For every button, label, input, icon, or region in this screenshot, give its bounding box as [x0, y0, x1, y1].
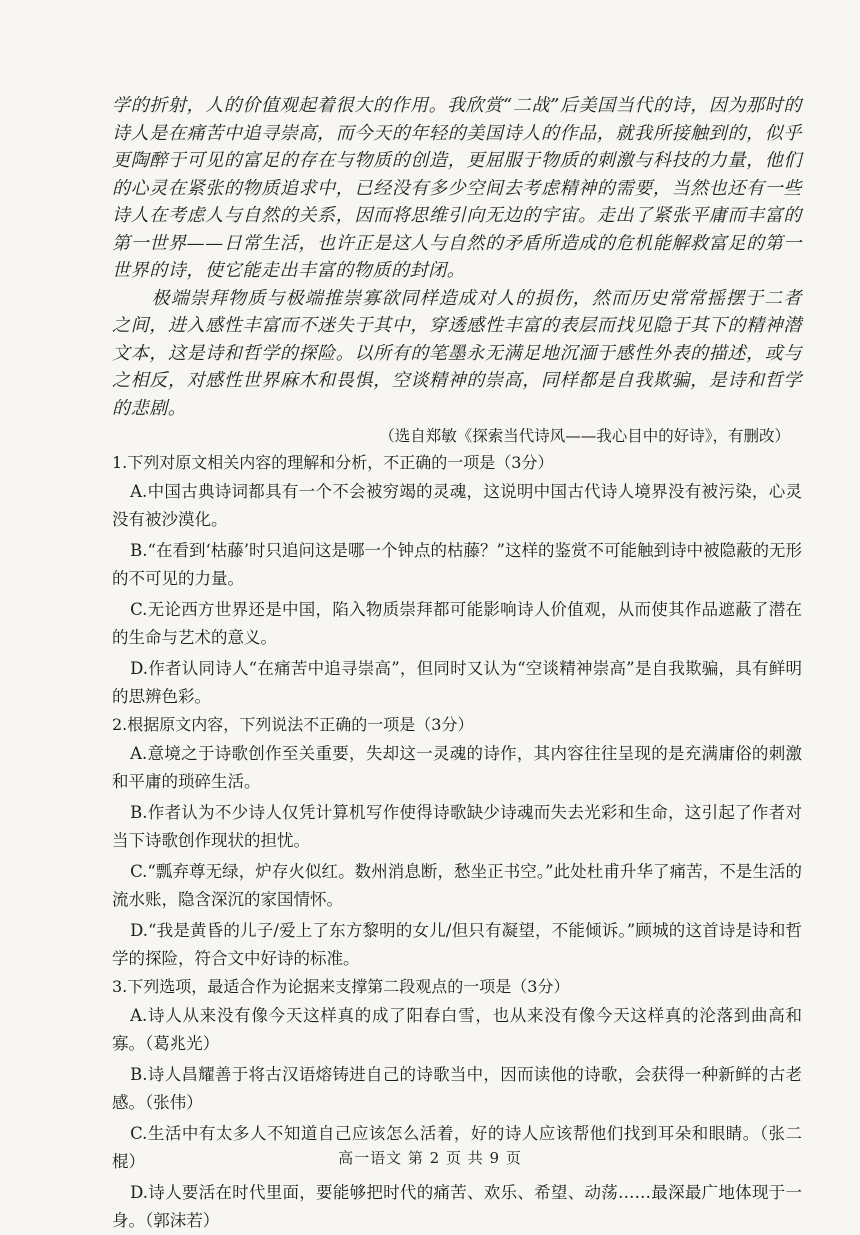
question-2-option-b: B.作者认为不少诗人仅凭计算机写作使得诗歌缺少诗魂而失去光彩和生命，这引起了作者对当下诗歌创作现状的担忧。 [112, 803, 802, 850]
question-1-option-c: C.无论西方世界还是中国，陷入物质崇拜都可能影响诗人价值观，从而使其作品遮蔽了潜在的生命与艺术的意义。 [112, 600, 802, 647]
question-1-option-b: B.“在看到‘枯藤’时只追问这是哪一个钟点的枯藤？”这样的鉴赏不可能触到诗中被隐蔽的无形的不可见的力量。 [112, 541, 802, 588]
question-1-option-a: A.中国古典诗词都具有一个不会被穷竭的灵魂，这说明中国古代诗人境界没有被污染，心灵没有被沙漠化。 [112, 482, 802, 529]
question-1-option-d: D.作者认同诗人“在痛苦中追寻崇高”，但同时又认为“空谈精神崇高”是自我欺骗，具有鲜明的思辨色彩。 [112, 659, 802, 706]
passage-paragraph-1: 学的折射，人的价值观起着很大的作用。我欣赏“二战”后美国当代的诗，因为那时的诗人是在痛苦中追寻崇高，而今天的年轻的美国诗人的作品，就我所接触到的，似乎更陶醉于可见的富足的存在与物质的创造，更屈服于物质的刺激与科技的力量，他们的心灵在紧张的物质追求中，已经没有多少空间去考虑精神的需要，当然也还有一些诗人在考虑人与自然的关系，因而将思维引向无边的宇宙。走出了紧张平庸而丰富的第一世界——日常生活，也许正是这人与自然的矛盾所造成的危机能解救富足的第一世界的诗，使它能走出丰富的物质的封闭。 [112, 95, 802, 281]
passage-paragraph-2: 极端崇拜物质与极端推崇寡欲同样造成对人的损伤，然而历史常常摇摆于二者之间，进入感性丰富而不迷失于其中，穿透感性丰富的表层而找见隐于其下的精神潜文本，这是诗和哲学的探险。以所有的笔墨永无满足地沉湎于感性外表的描述，或与之相反，对感性世界麻木和畏惧，空谈精神的崇高，同样都是自我欺骗，是诗和哲学的悲剧。 [112, 287, 802, 419]
page-content [112, 92, 802, 1235]
question-2-stem: 2.根据原文内容，下列说法不正确的一项是（3分） [112, 715, 474, 734]
question-2-option-d: D.“我是黄昏的儿子/爱上了东方黎明的女儿/但只有凝望，不能倾诉。”顾城的这首诗是诗和哲学的探险，符合文中好诗的标准。 [112, 921, 802, 968]
question-3-option-a: A.诗人从来没有像今天这样真的成了阳春白雪，也从来没有像今天这样真的沦落到曲高和寡。（葛兆光） [112, 1006, 802, 1053]
question-1-stem: 1.下列对原文相关内容的理解和分析，不正确的一项是（3分） [112, 453, 554, 472]
question-3-option-b: B.诗人昌耀善于将古汉语熔铸进自己的诗歌当中，因而读他的诗歌，会获得一种新鲜的古老感。（张伟） [112, 1065, 802, 1112]
page-footer: 高一语文 第 2 页 共 9 页 [338, 1149, 522, 1167]
passage-source: （选自郑敏《探索当代诗风——我心目中的好诗》，有删改） [379, 427, 790, 445]
question-2-option-a: A.意境之于诗歌创作至关重要，失却这一灵魂的诗作，其内容往往呈现的是充满庸俗的刺激和平庸的琐碎生活。 [112, 744, 802, 791]
question-3-option-c: C.生活中有太多人不知道自己应该怎么活着，好的诗人应该帮他们找到耳朵和眼睛。（张二棍） [112, 1124, 802, 1171]
question-3-option-d: D.诗人要活在时代里面，要能够把时代的痛苦、欢乐、希望、动荡……最深最广地体现于一身。（郭沫若） [112, 1183, 802, 1230]
question-3-stem: 3.下列选项，最适合作为论据来支撑第二段观点的一项是（3分） [112, 977, 570, 996]
question-2-option-c: C.“瓢弃尊无绿，炉存火似红。数州消息断，愁坐正书空。”此处杜甫升华了痛苦，不是生活的流水账，隐含深沉的家国情怀。 [112, 862, 802, 909]
